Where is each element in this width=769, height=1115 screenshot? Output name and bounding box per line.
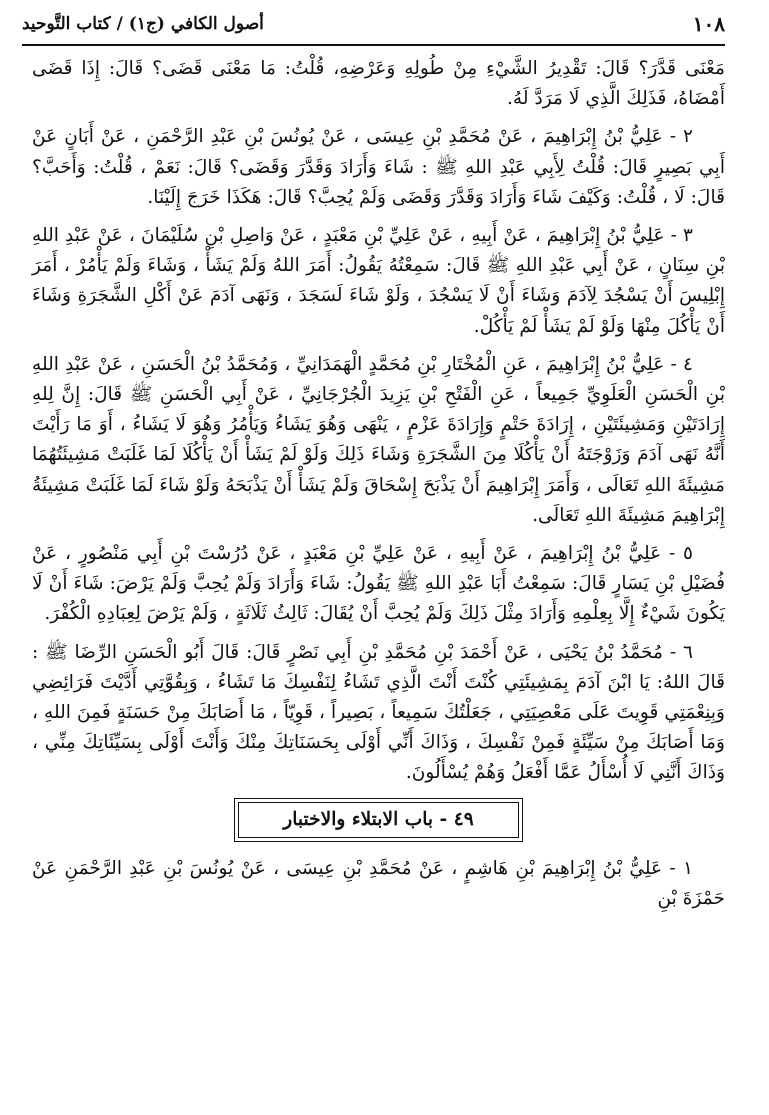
header-rule xyxy=(22,44,725,46)
hadith-2: ٢ - عَلِيُّ بْنُ إِبْرَاهِيمَ ، عَنْ مُحَمَّدِ بْنِ عِيسَى ، عَنْ يُونُسَ بْنِ عَبْدِ الرَّحْمَنِ ، عَنْ أَبَانٍ عَنْ أَبِي بَصِيرٍ قَالَ: قُلْتُ لِأَبِي عَبْدِ اللهِ ﷺ : شَاءَ وَأَرَادَ وَقَدَّرَ وَقَضَى؟ قَالَ: نَعَمْ ، قُلْتُ: وَأَحَبَّ؟ قَالَ: لَا ، قُلْتُ: وَكَيْفَ شَاءَ وَأَرَادَ وَقَدَّرَ وَقَضَى وَلَمْ يُحِبَّ؟ قَالَ: هَكَذَا خَرَجَ إِلَيْنَا. xyxy=(32,126,725,208)
hadith-3: ٣ - عَلِيُّ بْنُ إِبْرَاهِيمَ ، عَنْ أَبِيهِ ، عَنْ عَلِيِّ بْنِ مَعْبَدٍ ، عَنْ وَاصِلِ بْنِ سُلَيْمَانَ ، عَنْ عَبْدِ اللهِ بْنِ سِنَانٍ ، عَنْ أَبِي عَبْدِ اللهِ ﷺ قَالَ: سَمِعْتُهُ يَقُولُ: أَمَرَ اللهُ وَلَمْ يَشَأْ ، وَشَاءَ وَلَمْ يَأْمُرْ ، أَمَرَ إِبْلِيسَ أَنْ يَسْجُدَ لِآدَمَ وَشَاءَ أَنْ لَا يَسْجُدَ ، وَلَوْ شَاءَ لَسَجَدَ ، وَنَهَى آدَمَ عَنْ أَكْلِ الشَّجَرَةِ وَشَاءَ أَنْ يَأْكُلَ مِنْهَا وَلَوْ لَمْ يَشَأْ لَمْ يَأْكُلْ. xyxy=(32,225,725,337)
running-title: أصول الكافي (ج١) / كتاب التَّوحيد xyxy=(22,14,264,34)
hadith-5: ٥ - عَلِيُّ بْنُ إِبْرَاهِيمَ ، عَنْ أَبِيهِ ، عَنْ عَلِيِّ بْنِ مَعْبَدٍ ، عَنْ دُرُسْتَ بْنِ أَبِي مَنْصُورٍ ، عَنْ فُضَيْلِ بْنِ يَسَارٍ قَالَ: سَمِعْتُ أَبَا عَبْدِ اللهِ ﷺ يَقُولُ: شَاءَ وَأَرَادَ وَلَمْ يُحِبَّ وَلَمْ يَرْضَ: شَاءَ أَنْ لَا يَكُونَ شَيْءٌ إِلَّا بِعِلْمِهِ وَأَرَادَ مِثْلَ ذَلِكَ وَلَمْ يُحِبَّ أَنْ يُقَالَ: ثَالِثُ ثَلَاثَةٍ ، وَلَمْ يَرْضَ لِعِبَادِهِ الْكُفْرَ. xyxy=(32,543,725,625)
chapter-heading-frame xyxy=(234,798,522,842)
paragraph-continuation: مَعْنَى قَدَّرَ؟ قَالَ: تَقْدِيرُ الشَّيْءِ مِنْ طُولِهِ وَعَرْضِهِ، قُلْتُ: مَا مَعْنَى قَضَى؟ قَالَ: إِذَا قَضَى أَمْضَاهُ، فَذَلِكَ الَّذِي لَا مَرَدَّ لَهُ. xyxy=(32,58,725,110)
hadith-6: ٦ - مُحَمَّدُ بْنُ يَحْيَى ، عَنْ أَحْمَدَ بْنِ مُحَمَّدِ بْنِ أَبِي نَصْرٍ قَالَ: قَالَ أَبُو الْحَسَنِ الرِّضَا ﷺ : قَالَ اللهُ: يَا ابْنَ آدَمَ بِمَشِيئَتِي كُنْتَ أَنْتَ الَّذِي تَشَاءُ لِنَفْسِكَ مَا تَشَاءُ ، وَبِقُوَّتِي أَدَّيْتَ فَرَائِضِي وَبِنِعْمَتِي قَوِيتَ عَلَى مَعْصِيَتِي ، جَعَلْتُكَ سَمِيعاً ، بَصِيراً ، قَوِيّاً ، مَا أَصَابَكَ مِنْ حَسَنَةٍ فَمِنَ اللهِ ، وَمَا أَصَابَكَ مِنْ سَيِّئَةٍ فَمِنْ نَفْسِكَ ، وَذَاكَ أَنِّي أَوْلَى بِحَسَنَاتِكَ مِنْكَ وَأَنْتَ أَوْلَى بِسَيِّئَاتِكَ مِنِّي ، وَذَاكَ أَنَّنِي لَا أُسْأَلُ عَمَّا أَفْعَلُ وَهُمْ يُسْأَلُونَ. xyxy=(32,641,725,784)
chapter-heading: ٤٩ - باب الابتلاء والاختبار xyxy=(238,802,518,838)
hadith-1-new-chapter: ١ - عَلِيُّ بْنُ إِبْرَاهِيمَ بْنِ هَاشِمٍ ، عَنْ مُحَمَّدِ بْنِ عِيسَى ، عَنْ يُونُسَ بْنِ عَبْدِ الرَّحْمَنِ عَنْ حَمْزَةَ بْنِ xyxy=(32,857,725,909)
chapter-heading-wrap xyxy=(32,798,725,842)
main-text xyxy=(32,54,725,922)
page-header xyxy=(22,8,725,42)
hadith-4: ٤ - عَلِيُّ بْنُ إِبْرَاهِيمَ ، عَنِ الْمُخْتَارِ بْنِ مُحَمَّدٍ الْهَمَدَانِيِّ ، وَمُحَمَّدُ بْنُ الْحَسَنِ ، عَنْ عَبْدِ اللهِ بْنِ الْحَسَنِ الْعَلَوِيِّ جَمِيعاً ، عَنِ الْفَتْحِ بْنِ يَزِيدَ الْجُرْجَانِيِّ ، عَنْ أَبِي الْحَسَنِ ﷺ قَالَ: إِنَّ لِلهِ إِرَادَتَيْنِ وَمَشِيئَتَيْنِ ، إِرَادَةَ حَتْمٍ وَإِرَادَةَ عَزْمٍ ، يَنْهَى وَهُوَ يَشَاءُ وَيَأْمُرُ وَهُوَ لَا يَشَاءُ ، أَوَ مَا رَأَيْتَ أَنَّهُ نَهَى آدَمَ وَزَوْجَتَهُ أَنْ يَأْكُلَا مِنَ الشَّجَرَةِ وَشَاءَ ذَلِكَ وَلَوْ لَمْ يَشَأْ أَنْ يَأْكُلَا لَمَا غَلَبَتْ مَشِيئَتُهُمَا مَشِيئَةَ اللهِ تَعَالَى ، وَأَمَرَ إِبْرَاهِيمَ أَنْ يَذْبَحَ إِسْحَاقَ وَلَمْ يَشَأْ أَنْ يَذْبَحَهُ وَلَوْ شَاءَ لَمَا غَلَبَتْ مَشِيئَةُ إِبْرَاهِيمَ مَشِيئَةَ اللهِ تَعَالَى. xyxy=(32,353,725,526)
page-number: ١٠٨ xyxy=(692,12,725,36)
